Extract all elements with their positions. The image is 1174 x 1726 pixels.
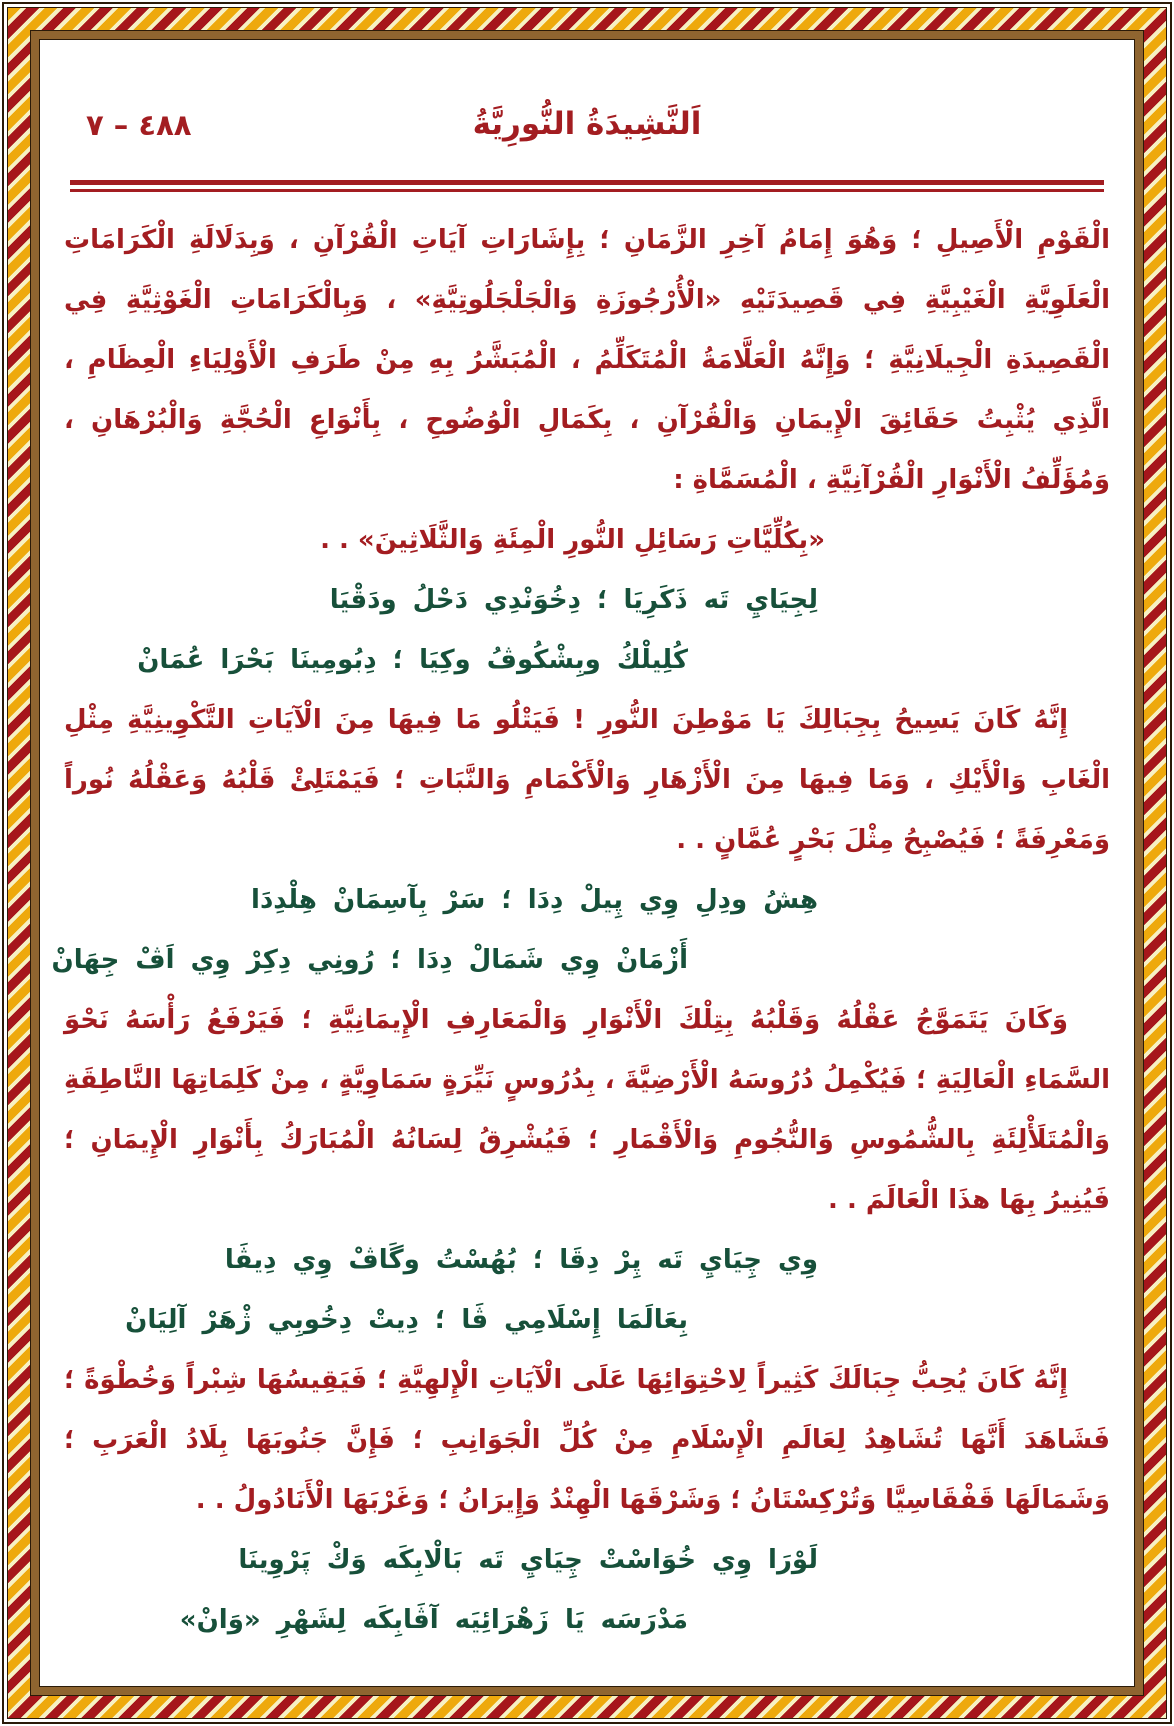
poetry-line-2b: أَزْمَانْ وِي شَمَالْ دِدَا ؛ رُونِي دِكِرْ وِي اَڤْ جِهَانْ [51, 945, 688, 975]
poetry-line-2a: هِشُ ودِلِ وِي پِيلْ دِدَا ؛ سَرْ بِآسِمَانْ هِلْدِدَا [251, 885, 818, 915]
prose-paragraph-3: وَكَانَ يَتَمَوَّجُ عَقْلُهُ وَقَلْبُهُ بِتِلْكَ الْأَنْوَارِ وَالْمَعَارِفِ الْإِيمَانِيَّةِ ؛ فَيَرْفَعُ رَأْسَهُ نَحْوَ السَّمَاءِ الْعَالِيَةِ ؛ فَيُكْمِلُ دُرُوسَهُ الْأَرْضِيَّةَ ، بِدُرُوسٍ نَيِّرَةٍ سَمَاوِيَّةٍ ، مِنْ كَلِمَاتِهَا النَّاطِقَةِ وَالْمُتَلَأْلِئَةِ بِالشُّمُوسِ وَالنُّجُومِ وَالْأَقْمَارِ ؛ فَيُشْرِقُ لِسَانُهُ الْمُبَارَكُ بِأَنْوَارِ الْإِيمَانِ ؛ فَيُنِيرُ بِهَا هذَا الْعَالَمَ . . [64, 1005, 1110, 1215]
page-number: ٤٨٨ – ٧ [86, 108, 192, 142]
page-title: اَلنَّشِيدَةُ النُّورِيَّةُ [472, 106, 702, 142]
prose-paragraph-1: الْقَوْمِ الْأَصِيلِ ؛ وَهُوَ إِمَامُ آخِرِ الزَّمَانِ ؛ بِإِشَارَاتِ آيَاتِ الْقُرْآنِ ، وَبِدَلَالَةِ الْكَرَامَاتِ الْعَلَوِيَّةِ الْغَيْبِيَّةِ فِي قَصِيدَتَيْهِ «الْأُرْجُوزَةِ وَالْجَلْجَلُوتِيَّةِ» ، وَبِالْكَرَامَاتِ الْغَوْثِيَّةِ فِي الْقَصِيدَةِ الْجِيلَانِيَّةِ ؛ وَإِنَّهُ الْعَلَّامَةُ الْمُتَكَلِّمُ ، الْمُبَشَّرُ بِهِ مِنْ طَرَفِ الْأَوْلِيَاءِ الْعِظَامِ ، الَّذِي يُثْبِتُ حَقَائِقَ الْإِيمَانِ وَالْقُرْآنِ ، بِكَمَالِ الْوُضُوحِ ، بِأَنْوَاعِ الْحُجَّةِ وَالْبُرْهَانِ ، وَمُؤَلِّفُ الْأَنْوَارِ الْقُرْآنِيَّةِ ، الْمُسَمَّاةِ : [64, 225, 1110, 495]
poetry-line-3b: بِعَالَمَا إِسْلَامِي ڤَا ؛ دِيتْ دِخُوبِي ژْهَرْ آلِيَانْ [125, 1305, 688, 1335]
poetry-line-1b: كُلِيلْكُ وبِشْكُوڤُ وكِيَا ؛ دِبُومِينَا بَحْرَا عُمَانْ [137, 645, 688, 675]
page-content [48, 48, 1126, 1678]
header-divider-rule [70, 180, 1104, 192]
poetry-line-1a: لِجِيَايِ تَه ذَكَرِيَا ؛ دِخُوَنْدِي دَحْلُ ودَقْيَا [329, 585, 818, 615]
page-header [64, 78, 1110, 166]
poetry-line-4b: مَدْرَسَه يَا زَهْرَائِيَه آڤَابِكَه لِشَهْرِ «وَانْ» [179, 1605, 688, 1635]
prose-paragraph-2: إِنَّهُ كَانَ يَسِيحُ بِجِبَالِكَ يَا مَوْطِنَ النُّورِ ! فَيَتْلُو مَا فِيهَا مِنَ الْآيَاتِ التَّكْوِينِيَّةِ مِثْلِ الْغَابِ وَالْأَيْكِ ، وَمَا فِيهَا مِنَ الْأَزْهَارِ وَالْأَكْمَامِ وَالنَّبَاتِ ؛ فَيَمْتَلِئْ قَلْبُهُ وَعَقْلُهُ نُوراً وَمَعْرِفَةً ؛ فَيُصْبِحُ مِثْلَ بَحْرٍ عُمَّانٍ . . [64, 705, 1110, 855]
prose-paragraph-4: إِنَّهُ كَانَ يُحِبُّ جِبَالَكَ كَثِيراً لِاحْتِوَائِهَا عَلَى الْآيَاتِ الْإِلهِيَّةِ ؛ فَيَقِيسُهَا شِبْراً وَخُطْوَةً ؛ فَشَاهَدَ أَنَّهَا تُشَاهِدُ لِعَالَمِ الْإِسْلَامِ مِنْ كُلِّ الْجَوَانِبِ ؛ فَإِنَّ جَنُوبَهَا بِلَادُ الْعَرَبِ ؛ وَشَمَالَهَا قَفْقَاسِيَّا وَتُرْكِسْتَانُ ؛ وَشَرْقَهَا الْهِنْدُ وَإِيرَانُ ؛ وَغَرْبَهَا الْأَنَادُولُ . . [64, 1365, 1110, 1515]
body-text [51, 210, 1110, 1650]
prose-paragraph-1-tail: «بِكُلِّيَّاتِ رَسَائِلِ النُّورِ الْمِئَةِ وَالثَّلَاثِينَ» . . [320, 525, 825, 555]
poetry-line-4a: لَوْرَا وِي خُوَاسْتْ چِيَايِ تَه بَالْابِكَه وَكْ پَرْوِينَا [238, 1545, 818, 1575]
poetry-line-3a: وِي چِيَايِ تَه پِرْ دِقَا ؛ بُهُسْتُ وگَاڤْ وِي دِيڤَا [224, 1245, 818, 1275]
